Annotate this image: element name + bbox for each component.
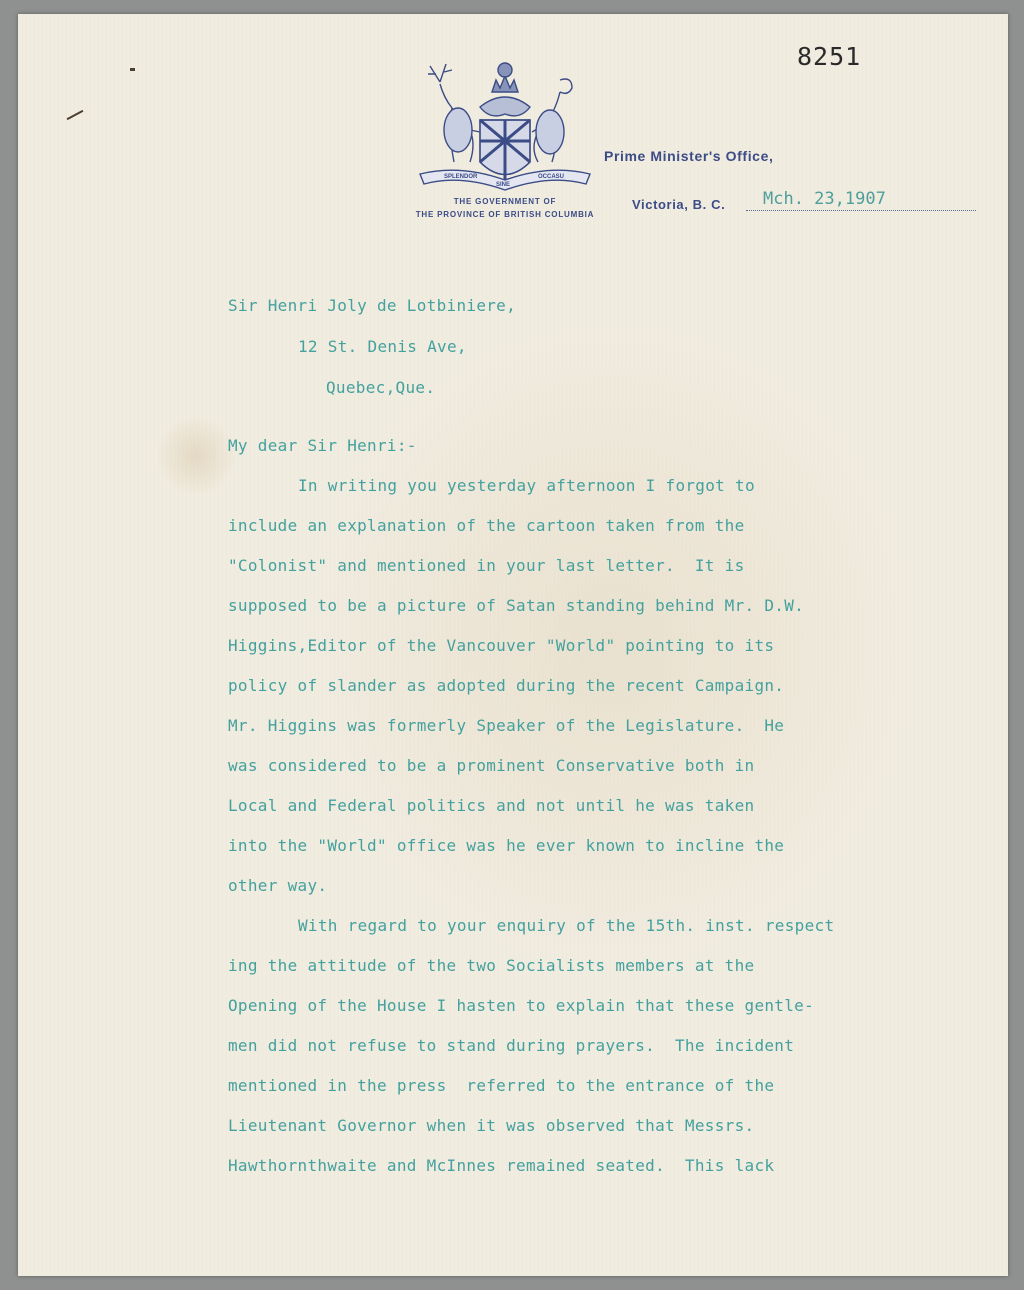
body-line: was considered to be a prominent Conservative both in	[228, 756, 755, 775]
recipient-name: Sir Henri Joly de Lotbiniere,	[228, 296, 517, 315]
body-line: In writing you yesterday afternoon I forgot to	[298, 476, 755, 495]
body-line: Mr. Higgins was formerly Speaker of the Legislature. He	[228, 716, 785, 735]
ink-speck	[130, 68, 135, 71]
body-line: "Colonist" and mentioned in your last letter. It is	[228, 556, 745, 575]
body-line: Opening of the House I hasten to explain that these gentle-	[228, 996, 815, 1015]
body-line: Higgins,Editor of the Vancouver "World" pointing to its	[228, 636, 775, 655]
motto-word: SPLENDOR	[444, 174, 478, 180]
letterhead-government-line: THE GOVERNMENT OF	[453, 197, 557, 206]
body-line: include an explanation of the cartoon taken from the	[228, 516, 745, 535]
letterhead-place: Victoria, B. C.	[632, 197, 726, 212]
salutation: My dear Sir Henri:-	[228, 436, 417, 455]
body-line: supposed to be a picture of Satan standing behind Mr. D.W.	[228, 596, 805, 615]
letterhead-office: Prime Minister's Office,	[604, 148, 774, 164]
body-line: With regard to your enquiry of the 15th. inst. respect	[298, 916, 835, 935]
body-line: policy of slander as adopted during the recent Campaign.	[228, 676, 785, 695]
letterhead-province-line: THE PROVINCE OF BRITISH COLUMBIA	[415, 210, 595, 219]
motto-word: OCCASU	[538, 174, 565, 180]
recipient-city: Quebec,Que.	[326, 378, 436, 397]
coat-of-arms-icon	[400, 52, 610, 202]
motto-word: SINE	[496, 182, 511, 188]
document-number: 8251	[797, 42, 862, 71]
body-line: ing the attitude of the two Socialists members at the	[228, 956, 755, 975]
body-line: Hawthornthwaite and McInnes remained seated. This lack	[228, 1156, 775, 1175]
body-line: into the "World" office was he ever known to incline the	[228, 836, 785, 855]
recipient-street: 12 St. Denis Ave,	[298, 337, 467, 356]
body-line: Local and Federal politics and not until he was taken	[228, 796, 755, 815]
ink-speck	[67, 110, 84, 120]
body-line: other way.	[228, 876, 328, 895]
body-line: mentioned in the press referred to the entrance of the	[228, 1076, 775, 1095]
letter-date: Mch. 23,1907	[763, 189, 886, 209]
body-line: Lieutenant Governor when it was observed that Messrs.	[228, 1116, 755, 1135]
body-line: men did not refuse to stand during prayers. The incident	[228, 1036, 795, 1055]
